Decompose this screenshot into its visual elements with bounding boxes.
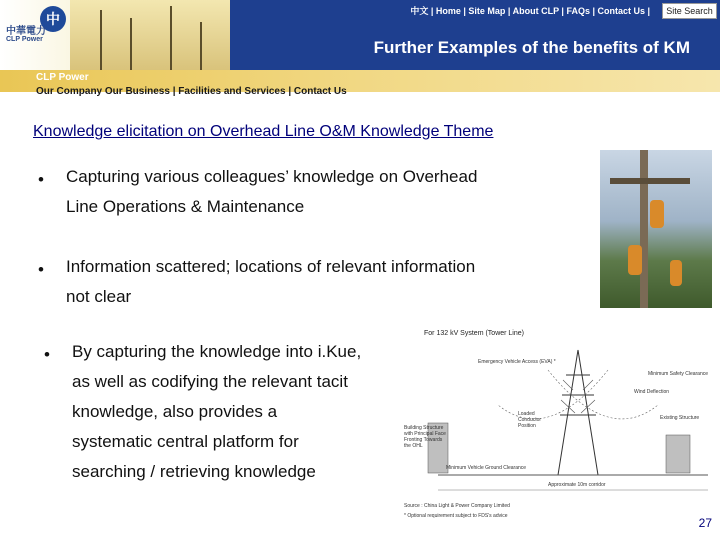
logo-english-text: CLP Power	[6, 36, 43, 43]
corridor-label: Approximate 10m corridor	[548, 482, 606, 488]
bullet-3-line-3: knowledge, also provides a	[72, 402, 278, 421]
existing-structure-label: Existing Structure	[660, 415, 700, 421]
eva-label: Emergency Vehicle Access (EVA) *	[478, 359, 556, 365]
bullet-2-line-2: not clear	[66, 287, 132, 306]
ground-clearance-label: Minimum Vehicle Ground Clearance	[446, 465, 527, 471]
bullet-icon: •	[38, 260, 44, 279]
bullet-icon: •	[44, 345, 50, 364]
building-structure-label: Building Structure with Principal Face Fronting Towards the OHL	[404, 425, 446, 449]
slide-title: Further Examples of the benefits of KM	[373, 38, 690, 57]
site-search-button[interactable]: Site Search	[662, 3, 717, 19]
bullet-3-line-2: as well as codifying the relevant tacit	[72, 372, 348, 391]
source-note: Source : China Light & Power Company Limited	[404, 503, 510, 509]
bullet-icon: •	[38, 170, 44, 189]
bullet-3-line-5: searching / retrieving knowledge	[72, 462, 316, 481]
bullet-1-line-1: Capturing various colleagues’ knowledge on Overhead	[66, 167, 478, 186]
title-bar	[230, 20, 720, 70]
bullet-3-line-1: By capturing the knowledge into i.Kue,	[72, 342, 362, 361]
theme-headline: Knowledge elicitation on Overhead Line O&M Knowledge Theme	[33, 123, 494, 140]
page-number: 27	[698, 516, 712, 530]
loaded-conductor-label: Loaded Conductor Position	[518, 411, 542, 429]
wind-deflection-label: Wind Deflection	[634, 389, 670, 395]
top-nav-links[interactable]: 中文 | Home | Site Map | About CLP | FAQs | Contact Us |	[410, 6, 650, 16]
header	[0, 0, 720, 100]
lineman-photo	[600, 150, 712, 308]
top-nav-bar	[230, 0, 720, 20]
bullet-2-line-1: Information scattered; locations of relevant information	[66, 257, 476, 276]
min-safety-label: Minimum Safety Clearance	[648, 371, 709, 377]
tower-clearance-diagram	[398, 325, 716, 525]
clp-logo-icon[interactable]: 中	[40, 6, 66, 32]
diagram-title: For 132 kV System (Tower Line)	[424, 330, 524, 337]
clp-power-label: CLP Power	[36, 72, 89, 83]
sub-nav-links[interactable]: Our Company Our Business | Facilities and Services | Contact Us	[36, 86, 347, 97]
header-photo	[70, 0, 230, 70]
optional-note: * Optional requirement subject to FDS's advice	[404, 513, 508, 519]
logo-chinese-text: 中華電力	[6, 26, 46, 37]
bullet-1-line-2: Line Operations & Maintenance	[66, 197, 305, 216]
bullet-3-line-4: systematic central platform for	[72, 432, 299, 451]
